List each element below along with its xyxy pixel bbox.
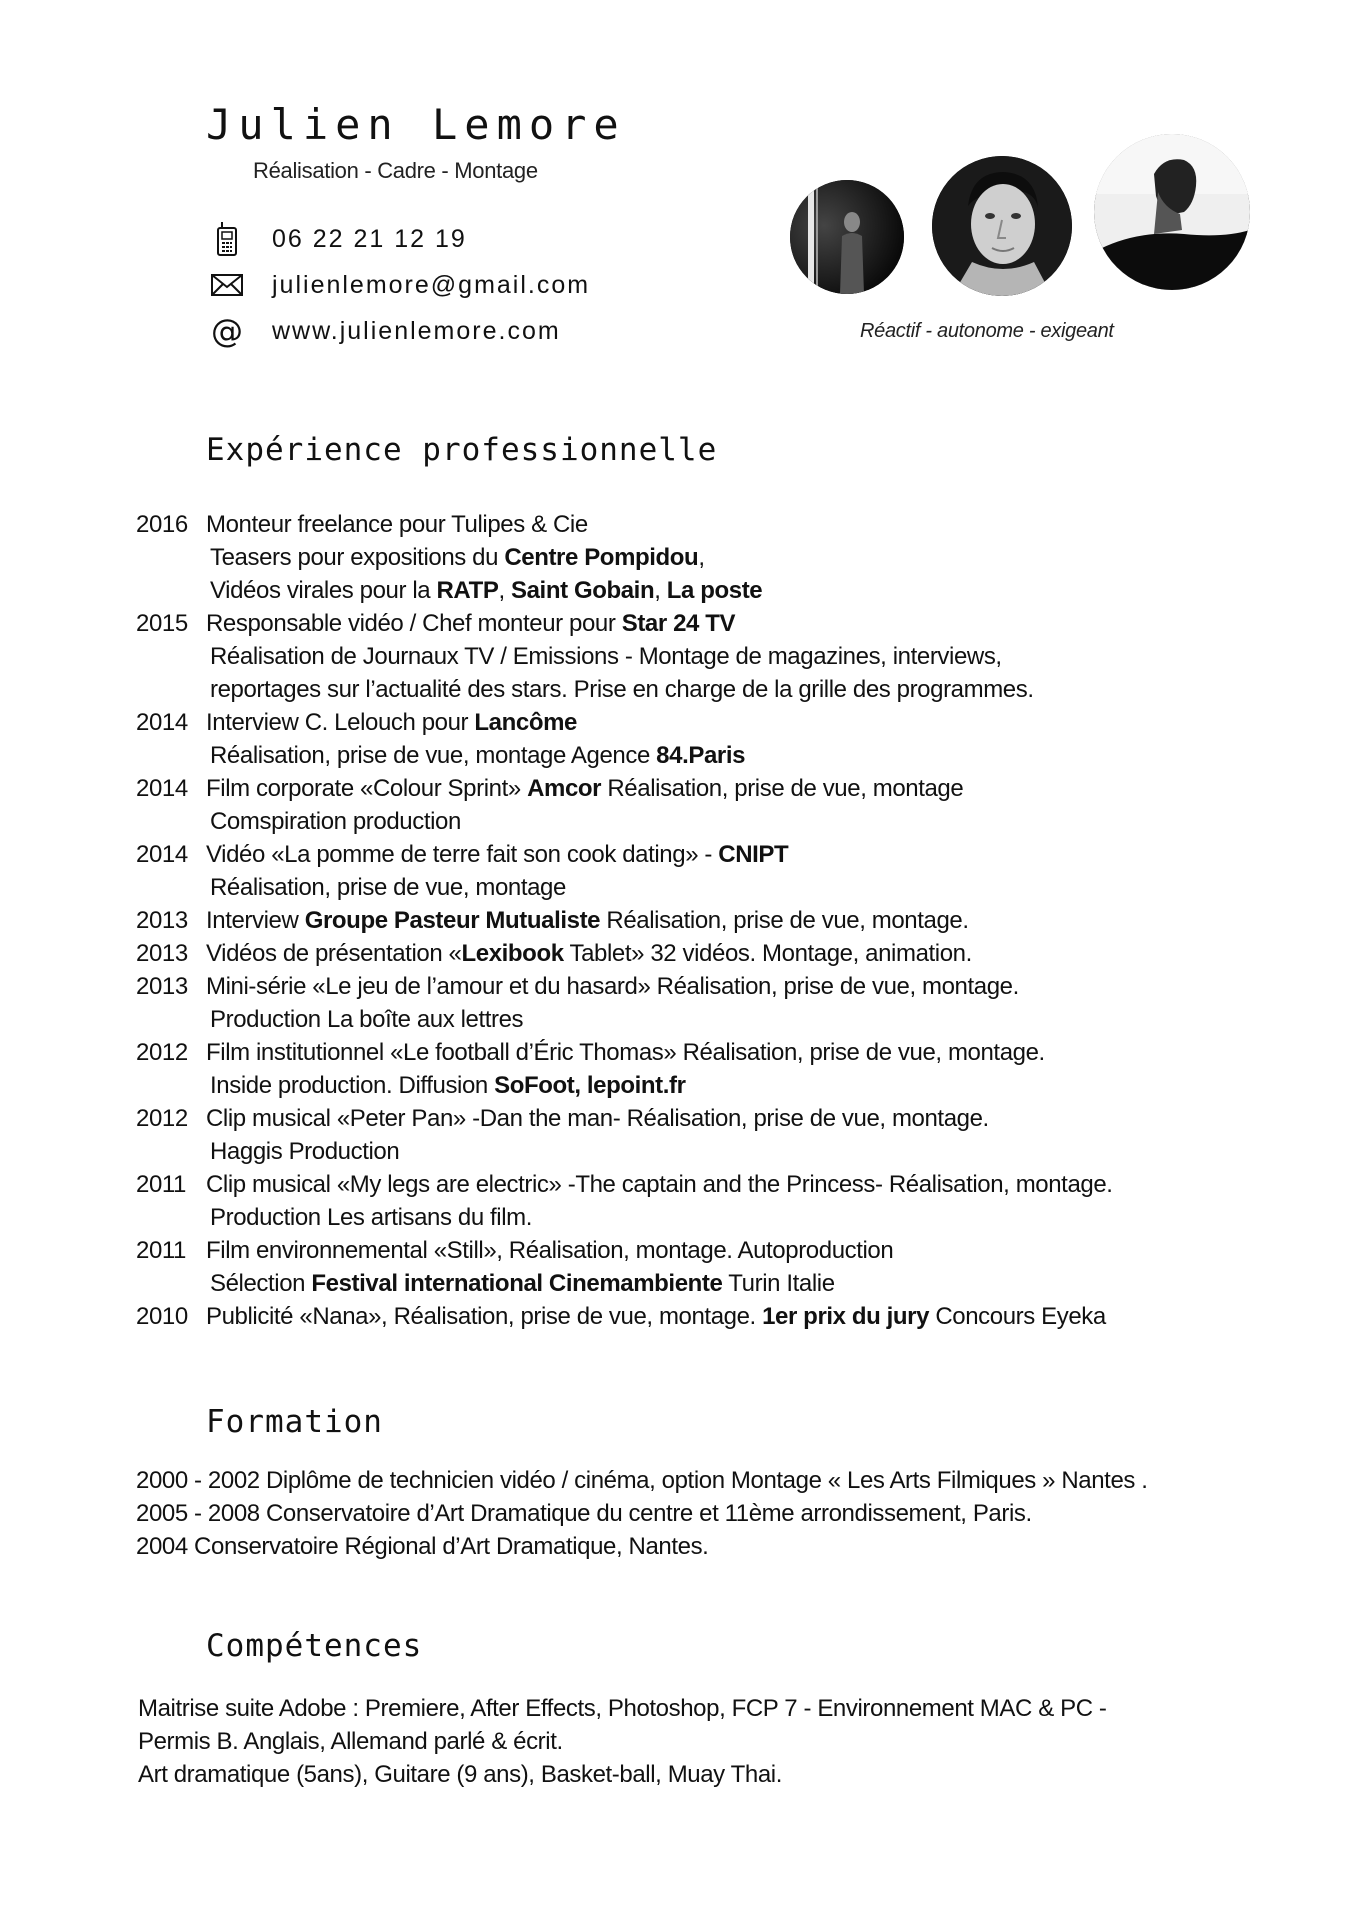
experience-text: Monteur freelance pour Tulipes & Cie: [206, 511, 588, 538]
profile-photo-3: [1094, 134, 1250, 290]
experience-entry: [136, 607, 1316, 640]
mobile-phone-icon: [210, 222, 244, 256]
experience-detail: [136, 1267, 1316, 1300]
experience-text: Film corporate «Colour Sprint»: [206, 775, 528, 802]
experience-text: Film institutionnel «Le football d’Éric Thomas» Réalisation, prise de vue, montage.: [206, 1039, 1045, 1066]
contact-phone: [210, 222, 467, 256]
email-address[interactable]: julienlemore@gmail.com: [272, 270, 591, 299]
experience-year: 2011: [136, 1237, 187, 1264]
profile-photos: [790, 134, 1250, 294]
phone-number[interactable]: 06 22 21 12 19: [272, 224, 467, 253]
profile-photo-2: [932, 156, 1072, 296]
experience-text: ,: [698, 544, 705, 571]
skills-item: Maitrise suite Adobe : Premiere, After Effects, Photoshop, FCP 7 - Environnement MAC & PC -: [138, 1695, 1107, 1722]
experience-highlight: 84.Paris: [656, 742, 746, 769]
formation-item: 2005 - 2008 Conservatoire d’Art Dramatique du centre et 11ème arrondissement, Paris.: [136, 1500, 1032, 1527]
experience-highlight: Lexibook: [461, 940, 564, 967]
experience-year: 2010: [136, 1303, 188, 1330]
experience-text: Réalisation, prise de vue, montage: [601, 775, 964, 802]
experience-text: Film environnemental «Still», Réalisation, montage. Autoproduction: [206, 1237, 894, 1264]
skills-item: Art dramatique (5ans), Guitare (9 ans), Basket-ball, Muay Thai.: [138, 1761, 782, 1788]
experience-list: [136, 508, 1316, 1333]
experience-entry: [136, 838, 1316, 871]
candidate-name: Julien Lemore: [206, 100, 626, 149]
website-link[interactable]: www.julienlemore.com: [272, 316, 561, 345]
at-sign-icon: @: [211, 312, 243, 350]
experience-entry: [136, 508, 1316, 541]
experience-text: Comspiration production: [210, 808, 461, 835]
experience-entry: [136, 1234, 1316, 1267]
experience-text: Concours Eyeka: [929, 1303, 1106, 1330]
experience-detail: [136, 640, 1316, 673]
experience-text: Vidéo «La pomme de terre fait son cook dating» -: [206, 841, 719, 868]
experience-text: Tablet» 32 vidéos. Montage, animation.: [563, 940, 972, 967]
experience-detail: [136, 541, 1316, 574]
experience-text: Turin Italie: [722, 1270, 835, 1297]
experience-detail: [136, 871, 1316, 904]
experience-text: Interview: [206, 907, 305, 934]
experience-detail: [136, 1069, 1316, 1102]
experience-highlight: SoFoot, lepoint.fr: [494, 1072, 686, 1099]
experience-text: Teasers pour expositions du: [210, 544, 505, 571]
experience-year: 2012: [136, 1105, 188, 1132]
experience-highlight: 1er prix du jury: [762, 1303, 930, 1330]
job-subtitle: Réalisation - Cadre - Montage: [253, 158, 538, 183]
experience-text: Inside production. Diffusion: [210, 1072, 495, 1099]
profile-photo-1: [790, 180, 904, 294]
experience-text: Production La boîte aux lettres: [210, 1006, 524, 1033]
formation-item: 2004 Conservatoire Régional d’Art Dramatique, Nantes.: [136, 1533, 709, 1560]
experience-text: Réalisation, prise de vue, montage: [210, 874, 566, 901]
experience-text: Réalisation, prise de vue, montage Agence: [210, 742, 657, 769]
experience-detail: [136, 1003, 1316, 1036]
experience-text: Sélection: [210, 1270, 312, 1297]
experience-detail: [136, 739, 1316, 772]
experience-highlight: Festival international Cinemambiente: [311, 1270, 723, 1297]
experience-text: Vidéos de présentation «: [206, 940, 462, 967]
experience-year: 2012: [136, 1039, 188, 1066]
formation-list: [136, 1464, 1148, 1563]
experience-entry: [136, 970, 1316, 1003]
experience-entry: [136, 1102, 1316, 1135]
experience-text: reportages sur l’actualité des stars. Prise en charge de la grille des programmes.: [210, 676, 1034, 703]
formation-item: 2000 - 2002 Diplôme de technicien vidéo / cinéma, option Montage « Les Arts Filmiques » Nantes .: [136, 1467, 1148, 1494]
experience-text: Production Les artisans du film.: [210, 1204, 533, 1231]
experience-text: ,: [654, 577, 667, 604]
experience-year: 2013: [136, 940, 188, 967]
experience-year: 2011: [136, 1171, 187, 1198]
experience-year: 2015: [136, 610, 188, 637]
experience-entry: [136, 1036, 1316, 1069]
experience-detail: [136, 1201, 1316, 1234]
skills-list: [138, 1692, 1106, 1791]
experience-year: 2014: [136, 775, 188, 802]
experience-entry: [136, 1168, 1316, 1201]
experience-year: 2016: [136, 511, 188, 538]
experience-entry: [136, 772, 1316, 805]
skills-item: Permis B. Anglais, Allemand parlé & écrit.: [138, 1728, 563, 1755]
experience-text: Réalisation, prise de vue, montage.: [600, 907, 969, 934]
experience-text: Haggis Production: [210, 1138, 400, 1165]
experience-detail: [136, 1135, 1316, 1168]
experience-year: 2014: [136, 841, 188, 868]
experience-text: Vidéos virales pour la: [210, 577, 437, 604]
experience-highlight: Star 24 TV: [621, 610, 736, 637]
skills-section-title: Compétences: [206, 1628, 423, 1664]
experience-text: Interview C. Lelouch pour: [206, 709, 475, 736]
experience-year: 2013: [136, 973, 188, 1000]
experience-text: Publicité «Nana», Réalisation, prise de vue, montage.: [206, 1303, 763, 1330]
experience-text: Clip musical «My legs are electric» -The captain and the Princess- Réalisation, montage.: [206, 1171, 1113, 1198]
envelope-icon: [210, 268, 244, 302]
experience-highlight: RATP: [436, 577, 499, 604]
experience-entry: [136, 1300, 1316, 1333]
contact-website: [210, 314, 561, 348]
experience-entry: [136, 937, 1316, 970]
experience-text: Mini-série «Le jeu de l’amour et du hasard» Réalisation, prise de vue, montage.: [206, 973, 1019, 1000]
experience-detail: [136, 673, 1316, 706]
tagline: Réactif - autonome - exigeant: [860, 320, 1114, 342]
experience-year: 2013: [136, 907, 188, 934]
experience-entry: [136, 904, 1316, 937]
experience-detail: [136, 574, 1316, 607]
experience-highlight: La poste: [666, 577, 763, 604]
experience-highlight: Amcor: [527, 775, 602, 802]
contact-email: [210, 268, 590, 302]
experience-entry: [136, 706, 1316, 739]
experience-year: 2014: [136, 709, 188, 736]
experience-highlight: Saint Gobain: [511, 577, 655, 604]
experience-highlight: Centre Pompidou: [504, 544, 699, 571]
experience-text: Clip musical «Peter Pan» -Dan the man- Réalisation, prise de vue, montage.: [206, 1105, 989, 1132]
experience-highlight: Lancôme: [474, 709, 577, 736]
experience-highlight: Groupe Pasteur Mutualiste: [304, 907, 601, 934]
experience-section-title: Expérience professionnelle: [206, 432, 718, 468]
formation-section-title: Formation: [206, 1404, 383, 1440]
experience-text: Responsable vidéo / Chef monteur pour: [206, 610, 622, 637]
experience-text: ,: [498, 577, 511, 604]
experience-highlight: CNIPT: [718, 841, 789, 868]
experience-detail: [136, 805, 1316, 838]
experience-text: Réalisation de Journaux TV / Emissions - Montage de magazines, interviews,: [210, 643, 1002, 670]
